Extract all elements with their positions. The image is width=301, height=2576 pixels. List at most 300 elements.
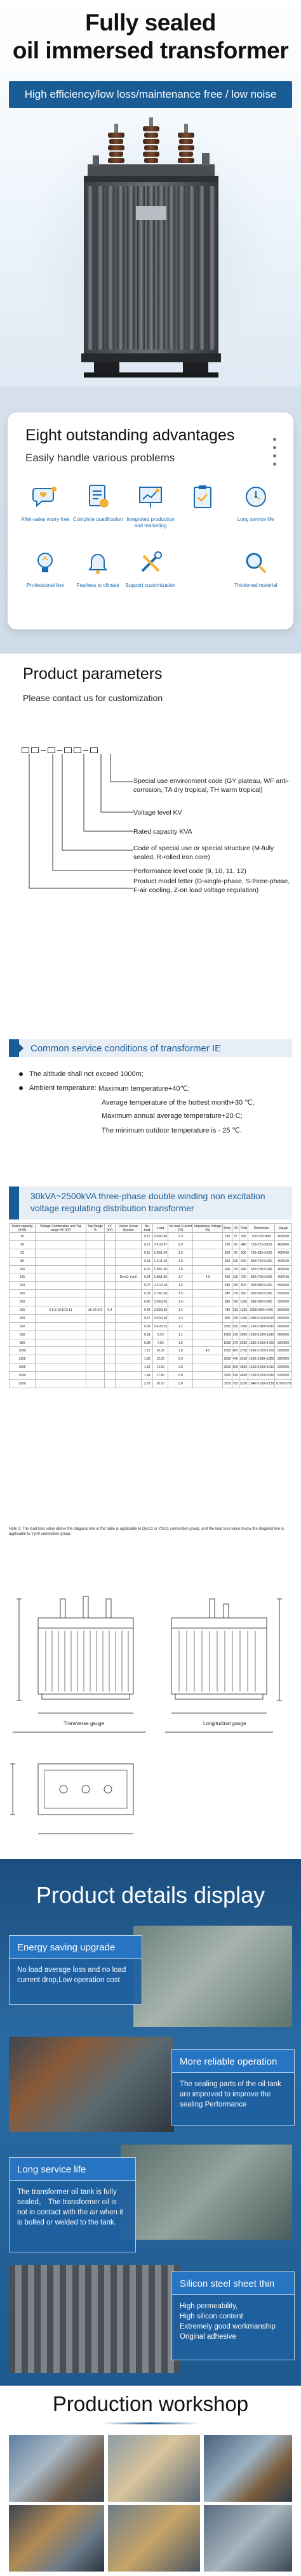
impedance-cell — [193, 1240, 223, 1249]
dimension-cell: 1280×1190×1690 — [248, 1331, 275, 1339]
gauge-cell: 660/660 — [275, 1322, 292, 1331]
vector-cell — [115, 1339, 141, 1347]
tap-cell: ±5 ±2×2.5 — [86, 1306, 105, 1315]
tap-cell — [86, 1282, 105, 1290]
lv-cell — [104, 1240, 115, 1249]
gauge-cell: 550/550 — [275, 1306, 292, 1315]
load-cell: 3.20/3.05 — [153, 1298, 168, 1306]
workshop-photo-3 — [204, 2435, 292, 2502]
capacity-cell: 1600 — [10, 1364, 36, 1372]
hv-cell — [36, 1372, 86, 1380]
lv-cell: 0.4 — [104, 1306, 115, 1315]
lv-cell — [104, 1273, 115, 1282]
hero-section — [0, 0, 301, 387]
arrow-marker-icon — [9, 1039, 19, 1057]
oil-cell: 610 — [232, 1372, 239, 1380]
lv-cell — [104, 1249, 115, 1257]
noload-cell: 0.27 — [142, 1282, 153, 1290]
lv-cell — [104, 1298, 115, 1306]
advantages-title: Eight outstanding advantages — [25, 426, 235, 444]
oil-cell: 130 — [232, 1273, 239, 1282]
header-cell: Rated capacity (kVA) — [10, 1224, 36, 1233]
annual-average-text: Maximum annual average temperature+20 C; — [102, 1112, 243, 1120]
lv-cell — [104, 1372, 115, 1380]
impedance-cell — [193, 1355, 223, 1364]
advantage-label: Complete qualification — [72, 516, 123, 522]
hv-cell — [36, 1339, 86, 1347]
code-model-letter: Product model letter (D-single-phase, S-three-phase, F-air cooling, Z-on load voltage regulation) — [133, 877, 290, 894]
body-cell: 3750 — [223, 1380, 232, 1388]
lv-cell — [104, 1257, 115, 1265]
impedance-cell — [193, 1331, 223, 1339]
current-cell: 1.0 — [168, 1347, 193, 1355]
total-cell: 3550 — [239, 1364, 248, 1372]
body-cell: 580 — [223, 1290, 232, 1298]
total-cell: 440 — [239, 1240, 248, 1249]
vector-cell — [115, 1355, 141, 1364]
total-cell: 2050 — [239, 1331, 248, 1339]
oil-cell: 310 — [232, 1331, 239, 1339]
light-bulb-icon — [30, 548, 60, 577]
capacity-cell: 160 — [10, 1282, 36, 1290]
capacity-cell: 200 — [10, 1290, 36, 1298]
detail-panel-long-life — [9, 2157, 136, 2252]
lv-cell — [104, 1290, 115, 1298]
table-row — [10, 1298, 292, 1306]
advantage-item — [19, 482, 72, 529]
capacity-cell: 800 — [10, 1339, 36, 1347]
load-cell: 7.50 — [153, 1339, 168, 1347]
total-cell: 4450 — [239, 1372, 248, 1380]
hv-cell — [36, 1257, 86, 1265]
ambient-label: Ambient temperature: — [29, 1084, 97, 1092]
current-cell: 0.8 — [168, 1380, 193, 1388]
panel-body: The transformer oil tank is fully sealed。 The transformer oil is not in contact with the air when it is bolted or welded to the tank. — [17, 2188, 123, 2226]
table-row — [10, 1273, 292, 1282]
header-cell: Load — [153, 1224, 168, 1233]
chart-presentation-icon — [136, 482, 165, 511]
parameters-subtitle: Please contact us for customization — [23, 693, 163, 703]
current-cell: 1.9 — [168, 1257, 193, 1265]
impedance-cell — [193, 1322, 223, 1331]
load-cell: 1.58/1.50 — [153, 1265, 168, 1273]
dimension-cell: 1610×1430×1910 — [248, 1364, 275, 1372]
spec-table-note: Note 1: The load loss value above the diagonal line in the table is applicable to Dyn11 or Yzn11 connection group, and the load loss value below the diagonal line is applicable to Yyn0 connection group. — [9, 1527, 284, 1536]
hv-cell — [36, 1290, 86, 1298]
load-cell: 20.70 — [153, 1380, 168, 1388]
noload-cell: 1.64 — [142, 1364, 153, 1372]
parameters-title: Product parameters — [23, 665, 163, 683]
body-cell: 260 — [223, 1249, 232, 1257]
body-cell: 360 — [223, 1265, 232, 1273]
noload-cell: 0.48 — [142, 1306, 153, 1315]
advantage-item — [177, 482, 229, 529]
gauge-cell: 820/820 — [275, 1372, 292, 1380]
capacity-cell: 630 — [10, 1331, 36, 1339]
current-cell: 1.4 — [168, 1306, 193, 1315]
oil-cell: 75 — [232, 1233, 239, 1241]
impedance-cell — [193, 1314, 223, 1322]
body-cell: 400 — [223, 1273, 232, 1282]
load-cell: 17.80 — [153, 1372, 168, 1380]
altitude-text: The altitude shall not exceed 1000m; — [29, 1070, 144, 1078]
gauge-cell: 550/550 — [275, 1290, 292, 1298]
table-row — [10, 1290, 292, 1298]
tap-cell — [86, 1372, 105, 1380]
table-row — [10, 1265, 292, 1273]
table-row — [10, 1306, 292, 1315]
body-cell: 3300 — [223, 1372, 232, 1380]
capacity-cell: 2500 — [10, 1380, 36, 1388]
blank-icon — [189, 548, 218, 577]
gauge-cell: 400/400 — [275, 1273, 292, 1282]
current-cell: 0.8 — [168, 1372, 193, 1380]
lv-cell — [104, 1355, 115, 1364]
total-cell: 1220 — [239, 1306, 248, 1315]
workshop-title: Production workshop — [52, 2392, 249, 2415]
panel-heading: Silicon steel sheet thin — [172, 2272, 294, 2295]
total-cell: 1100 — [239, 1298, 248, 1306]
noload-cell: 0.68 — [142, 1322, 153, 1331]
current-cell: 1.9 — [168, 1249, 193, 1257]
dimension-cell: 750×815×1220 — [248, 1249, 275, 1257]
vector-cell — [115, 1372, 141, 1380]
header-cell: No-load — [142, 1224, 153, 1233]
table-row — [10, 1380, 292, 1388]
dimension-cell: 1330×1250×1730 — [248, 1339, 275, 1347]
noload-cell: 0.18 — [142, 1257, 153, 1265]
min-outdoor-text: The minimum outdoor temperature is - 25 ℃. — [102, 1126, 242, 1134]
tap-cell — [86, 1314, 105, 1322]
transverse-gauge-label: Transverse gauge — [64, 1721, 105, 1726]
impedance-cell — [193, 1265, 223, 1273]
body-cell: 220 — [223, 1240, 232, 1249]
capacity-cell: 63 — [10, 1249, 36, 1257]
tap-cell — [86, 1322, 105, 1331]
bushings — [108, 117, 194, 163]
oil-cell: 115 — [232, 1265, 239, 1273]
dimension-drawing-section — [0, 1580, 301, 1859]
panel-body: No load average loss and no load current drop,Low operation cost — [17, 1966, 126, 1984]
gauge-cell: 400/400 — [275, 1233, 292, 1241]
dimension-cell: 1700×1520×2030 — [248, 1372, 275, 1380]
product-image-1 — [133, 1926, 292, 2027]
vector-cell — [115, 1265, 141, 1273]
table-row — [10, 1331, 292, 1339]
hero-title — [0, 9, 301, 65]
capacity-cell: 2000 — [10, 1372, 36, 1380]
noload-cell: 2.28 — [142, 1380, 153, 1388]
advantage-label: Fearless to climate — [76, 582, 119, 588]
vector-cell — [115, 1331, 141, 1339]
code-capacity: Rated capacity KVA — [133, 828, 192, 836]
conditions-title: Common service conditions of transformer IE — [30, 1042, 222, 1054]
vector-cell — [115, 1314, 141, 1322]
advantages-grid — [19, 482, 282, 589]
noload-cell: 0.57 — [142, 1314, 153, 1322]
current-cell: 1.3 — [168, 1314, 193, 1322]
load-cell: 1.89/1.80 — [153, 1273, 168, 1282]
dimension-cell: 1090×1010×1520 — [248, 1314, 275, 1322]
impedance-cell — [193, 1233, 223, 1241]
capacity-cell: 250 — [10, 1298, 36, 1306]
spec-table — [9, 1223, 292, 1388]
chat-heart-icon — [30, 482, 60, 511]
workshop-photo-2 — [108, 2435, 200, 2502]
gauge-cell: 1070/1070 — [275, 1380, 292, 1388]
capacity-cell: 500 — [10, 1322, 36, 1331]
dimension-cell: 1130×1080×1600 — [248, 1322, 275, 1331]
current-cell: 1.6 — [168, 1282, 193, 1290]
table-row — [10, 1249, 292, 1257]
vector-cell — [115, 1298, 141, 1306]
advantage-item — [19, 548, 72, 589]
noload-cell: 0.15 — [142, 1249, 153, 1257]
hero-band-text: High efficiency/low loss/maintenance free / low noise — [24, 88, 277, 100]
document-icon — [83, 482, 112, 511]
parameters-section — [0, 654, 301, 1034]
body-cell: 1100 — [223, 1322, 232, 1331]
vector-cell — [115, 1364, 141, 1372]
code-performance: Performance level code (9, 10, 11, 12) — [133, 867, 246, 875]
load-cell: 6.20 — [153, 1331, 168, 1339]
table-row — [10, 1322, 292, 1331]
hv-cell — [36, 1355, 86, 1364]
load-cell: 3.83/3.65 — [153, 1306, 168, 1315]
dimension-cell: 900×830×1320 — [248, 1282, 275, 1290]
body-cell: 680 — [223, 1298, 232, 1306]
gauge-cell: 820/820 — [275, 1339, 292, 1347]
noload-cell: 0.24 — [142, 1273, 153, 1282]
vector-cell — [115, 1306, 141, 1315]
oil-cell: 100 — [232, 1257, 239, 1265]
tap-cell — [86, 1290, 105, 1298]
lv-cell — [104, 1233, 115, 1241]
detail-panel-energy — [9, 1935, 142, 2005]
header-cell: Body — [223, 1224, 232, 1233]
header-cell: Impedance Voltage (%) — [194, 1224, 222, 1232]
hv-cell — [36, 1298, 86, 1306]
advantage-item — [177, 548, 229, 589]
impedance-cell: 4.5 — [193, 1347, 223, 1355]
table-row — [10, 1364, 292, 1372]
oil-cell: 80 — [232, 1240, 239, 1249]
magnifier-icon — [241, 548, 271, 577]
dimension-cell: 1050×960×1450 — [248, 1306, 275, 1315]
clock-icon — [241, 482, 271, 511]
noload-cell: 1.15 — [142, 1347, 153, 1355]
load-cell: 1.31/1.25 — [153, 1257, 168, 1265]
hv-cell — [36, 1331, 86, 1339]
noload-cell: 0.40 — [142, 1298, 153, 1306]
table-header-row — [10, 1224, 292, 1233]
advantage-item — [229, 482, 282, 529]
gauge-cell: 400/400 — [275, 1257, 292, 1265]
tap-cell — [86, 1331, 105, 1339]
hv-cell — [36, 1364, 86, 1372]
body-cell: 300 — [223, 1257, 232, 1265]
hottest-month-text: Average temperature of the hottest month+30 ℃; — [102, 1098, 255, 1107]
advantage-label: Long service life — [237, 516, 274, 522]
vector-cell — [115, 1257, 141, 1265]
dimension-cell: 860×760×1295 — [248, 1273, 275, 1282]
header-cell: Gauge — [275, 1224, 292, 1233]
hero-title-line1: Fully sealed — [85, 10, 216, 36]
noload-cell: 0.10 — [142, 1233, 153, 1241]
oil-cell: 370 — [232, 1339, 239, 1347]
oil-cell: 170 — [232, 1290, 239, 1298]
gauge-cell: 550/550 — [275, 1298, 292, 1306]
total-cell: 500 — [239, 1249, 248, 1257]
body-cell: 950 — [223, 1314, 232, 1322]
dimension-cell: 1840×1630×2130 — [248, 1380, 275, 1388]
more-options-icon[interactable] — [272, 438, 278, 471]
hero-feature-band — [9, 81, 292, 108]
header-cell: Voltage Combination and Tap range HV (kV) — [36, 1224, 86, 1233]
vector-cell — [115, 1240, 141, 1249]
hv-cell: 6 6.3 10 10.5 11 — [36, 1306, 86, 1315]
advantage-item — [229, 548, 282, 589]
code-voltage: Voltage level KV — [133, 809, 182, 817]
panel-heading: More reliable operation — [172, 2050, 294, 2073]
gauge-cell: 820/820 — [275, 1364, 292, 1372]
spec-table-header — [9, 1186, 292, 1219]
model-code-leader-lines — [25, 749, 140, 907]
impedance-cell — [193, 1339, 223, 1347]
tap-cell — [86, 1364, 105, 1372]
tap-cell — [86, 1257, 105, 1265]
body-cell: 1620 — [223, 1339, 232, 1347]
total-cell: 5250 — [239, 1380, 248, 1388]
header-cell: Vector Group Symbol — [115, 1224, 141, 1233]
gauge-cell: 820/820 — [275, 1347, 292, 1355]
detail-panel-silicon — [171, 2271, 295, 2360]
detail-panel-reliable — [171, 2049, 295, 2126]
total-cell: 2750 — [239, 1347, 248, 1355]
impedance-cell — [193, 1249, 223, 1257]
tap-cell — [86, 1240, 105, 1249]
load-cell: 0.63/0.60 — [153, 1233, 168, 1241]
current-cell: 1.4 — [168, 1298, 193, 1306]
capacity-cell: 30 — [10, 1233, 36, 1241]
vector-cell: Dyn11 Yyn0 — [115, 1273, 141, 1282]
total-cell: 365 — [239, 1233, 248, 1241]
table-row — [10, 1282, 292, 1290]
header-cell: Dimension — [248, 1224, 275, 1233]
gauge-cell: 660/660 — [275, 1314, 292, 1322]
current-cell: 0.8 — [168, 1364, 193, 1372]
advantage-item — [124, 548, 177, 589]
lv-cell — [104, 1322, 115, 1331]
dimension-cell: 920×855×1380 — [248, 1290, 275, 1298]
title-underline — [102, 2422, 199, 2424]
hv-cell — [36, 1249, 86, 1257]
impedance-cell: 4.0 — [193, 1273, 223, 1282]
hv-cell — [36, 1347, 86, 1355]
dimension-cell: 1450×1320×1760 — [248, 1347, 275, 1355]
capacity-cell: 400 — [10, 1314, 36, 1322]
capacity-cell: 50 — [10, 1240, 36, 1249]
current-cell: 0.9 — [168, 1355, 193, 1364]
dimension-cell: 825×735×1245 — [248, 1265, 275, 1273]
header-cell: Oil — [232, 1224, 239, 1233]
dimension-cell: 720×715×1120 — [248, 1240, 275, 1249]
hv-cell — [36, 1314, 86, 1322]
body-cell: 780 — [223, 1306, 232, 1315]
capacity-cell: 100 — [10, 1265, 36, 1273]
advantage-label: Integrated production and marketing — [126, 516, 175, 529]
lv-cell — [104, 1339, 115, 1347]
noload-cell: 0.33 — [142, 1290, 153, 1298]
advantage-label: Support customization — [125, 582, 176, 588]
capacity-cell: 125 — [10, 1273, 36, 1282]
impedance-cell — [193, 1380, 223, 1388]
current-cell: 2.3 — [168, 1233, 193, 1241]
oil-cell: 210 — [232, 1306, 239, 1315]
hv-cell — [36, 1380, 86, 1388]
table-row — [10, 1233, 292, 1241]
workshop-section — [0, 2386, 301, 2576]
longitudinal-gauge-label: Longitudinal gauge — [203, 1721, 246, 1726]
load-cell: 4.52/4.30 — [153, 1314, 168, 1322]
advantage-label: Thickened material — [234, 582, 278, 588]
header-cell: LV (kV) — [104, 1224, 115, 1233]
transformer-image — [75, 111, 227, 381]
hero-title-line2: oil immersed transformer — [12, 37, 289, 63]
hv-cell — [36, 1273, 86, 1282]
code-structure: Code of special use or special structure (M-fully sealed, R-rolled iron core) — [133, 844, 274, 861]
total-cell: 800 — [239, 1282, 248, 1290]
tap-cell — [86, 1355, 105, 1364]
spec-table-title: 30kVA~2500kVA three-phase double winding non excitation voltage regulating distribution transformer — [30, 1191, 265, 1213]
ambient-max: Maximum temperature+40℃; — [98, 1084, 190, 1093]
tools-icon — [136, 548, 165, 577]
vector-cell — [115, 1233, 141, 1241]
noload-cell: 1.94 — [142, 1372, 153, 1380]
table-row — [10, 1339, 292, 1347]
current-cell: 1.7 — [168, 1273, 193, 1282]
impedance-cell — [193, 1257, 223, 1265]
gauge-cell: 550/550 — [275, 1282, 292, 1290]
lv-cell — [104, 1282, 115, 1290]
gauge-cell: 400/400 — [275, 1240, 292, 1249]
table-row — [10, 1257, 292, 1265]
table-row — [10, 1314, 292, 1322]
body-cell: 1950 — [223, 1347, 232, 1355]
oil-cell: 445 — [232, 1355, 239, 1364]
spec-table-body — [10, 1233, 292, 1388]
conditions-header — [9, 1039, 292, 1057]
load-cell: 2.31/2.20 — [153, 1282, 168, 1290]
advantage-label: Professional line — [27, 582, 64, 588]
body-cell: 2600 — [223, 1364, 232, 1372]
dimension-cell: 700×795×850 — [248, 1233, 275, 1241]
lv-cell — [104, 1364, 115, 1372]
capacity-cell: 315 — [10, 1306, 36, 1315]
code-environment: Special use environment code (GY plateau, WF anti-corrosion, TA dry tropical, TH warm tropical) — [133, 777, 289, 794]
vector-cell — [115, 1282, 141, 1290]
load-cell: 14.50 — [153, 1364, 168, 1372]
table-row — [10, 1240, 292, 1249]
workshop-photo-6 — [204, 2505, 292, 2572]
hv-cell — [36, 1240, 86, 1249]
details-title: Product details display — [36, 1882, 265, 1908]
workshop-photo-4 — [9, 2505, 104, 2572]
body-cell: 480 — [223, 1282, 232, 1290]
tap-cell — [86, 1233, 105, 1241]
current-cell: 1.2 — [168, 1322, 193, 1331]
dimension-cell: 1520×1380×1820 — [248, 1355, 275, 1364]
